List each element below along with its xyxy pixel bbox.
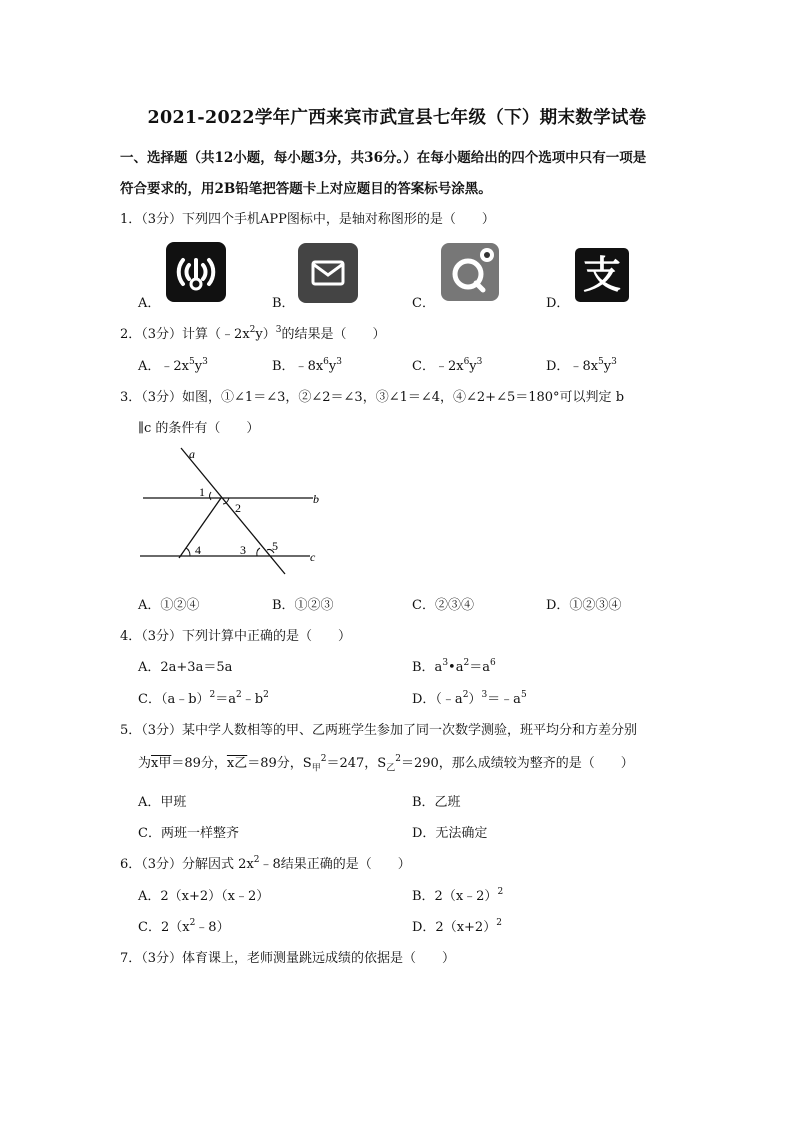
- mail-icon: [298, 243, 358, 303]
- q4-option-a: A．2a+3a＝5a: [138, 660, 233, 675]
- q4-option-d: D．$(﹣a^2)^3=﹣a^5$: [412, 690, 527, 707]
- section-heading-line2: 符合要求的，用2B铅笔把答题卡上对应题目的答案标号涂黑。: [120, 181, 492, 197]
- angle-4-arc: [186, 548, 190, 556]
- label-2: 2: [235, 501, 241, 515]
- label-c: c: [310, 550, 316, 564]
- question-3-stem-line1: 3．（3分）如图，①∠1＝∠3，②∠2＝∠3，③∠1＝∠4，④∠2+∠5＝180°可以判定 b: [120, 390, 625, 405]
- q3-option-b: B．①②③: [272, 598, 334, 613]
- q5-option-d: D．无法确定: [412, 826, 488, 841]
- x-bar-yi: x乙: [226, 756, 248, 771]
- label-5: 5: [272, 539, 278, 553]
- label-a: a: [189, 447, 195, 461]
- alipay-glyph: 支: [582, 253, 621, 297]
- q3-option-c: C．②③④: [412, 598, 474, 613]
- q1-option-d-label: D．: [546, 296, 570, 311]
- section-heading-line1: 一、选择题（共12小题，每小题3分，共36分。）在每小题给出的四个选项中只有一项是: [120, 150, 647, 166]
- q3-option-a: A．①②④: [138, 598, 200, 613]
- angle-2-arc: [223, 498, 229, 504]
- q2-option-c: C．$﹣2x^6y^3$: [412, 357, 483, 374]
- q6-option-b: B．2（x﹣2）$^2$: [412, 887, 504, 904]
- q2-option-a: A．$﹣2x^5y^3$: [138, 357, 208, 374]
- q1-option-a-label: A．: [138, 296, 161, 311]
- q5-option-c: C．两班一样整齐: [138, 826, 239, 841]
- angle-3-arc: [257, 548, 260, 556]
- angle-1-arc: [210, 492, 212, 500]
- question-4-stem: 4．（3分）下列计算中正确的是（ ）: [120, 629, 352, 644]
- q1-option-c-label: C．: [412, 296, 435, 311]
- label-4: 4: [195, 543, 201, 557]
- q2-option-d: D．$﹣8x^5y^3$: [546, 357, 617, 374]
- q3-figure: [135, 440, 335, 585]
- label-b: b: [313, 492, 319, 506]
- wifi-key-icon: [166, 242, 226, 302]
- q5-option-b: B．乙班: [412, 795, 461, 810]
- q5-option-a: A．甲班: [138, 795, 187, 810]
- question-5-stem-line2: 为x甲＝89分，x乙＝89分，$S_甲^2=247$，$S_乙^2=290$，那么成绩较为整齐的是（ ）: [138, 754, 634, 774]
- q2-option-b: B．$﹣8x^6y^3$: [272, 357, 342, 374]
- question-5-stem-line1: 5．（3分）某中学人数相等的甲、乙两班学生参加了同一次数学测验，班平均分和方差分别: [120, 723, 638, 738]
- question-7-stem: 7．（3分）体育课上，老师测量跳远成绩的依据是（ ）: [120, 951, 456, 966]
- alipay-icon: [575, 248, 629, 302]
- label-1: 1: [199, 485, 205, 499]
- page-title: 2021-2022学年广西来宾市武宣县七年级（下）期末数学试卷: [147, 108, 647, 128]
- q6-option-c: C．$2(x^2﹣8)$: [138, 918, 230, 935]
- question-2-stem: 2．（3分）计算$(﹣2x^2y)^3$的结果是（ ）: [120, 325, 386, 342]
- q-search-icon: [441, 243, 499, 301]
- label-3: 3: [240, 543, 246, 557]
- x-bar-jia: x甲: [151, 756, 172, 771]
- q3-option-d: D．①②③④: [546, 598, 622, 613]
- question-1-stem: 1．（3分）下列四个手机APP图标中，是轴对称图形的是（ ）: [120, 212, 495, 227]
- q6-option-a: A．2（x+2）（x﹣2）: [138, 889, 270, 904]
- q1-option-b-label: B．: [272, 296, 295, 311]
- question-6-stem: 6．（3分）分解因式 $2x^2﹣8$结果正确的是（ ）: [120, 855, 411, 872]
- q6-option-d: D．$2(x+2)^2$: [412, 918, 502, 935]
- q4-option-c: C．$(a﹣b)^2=a^2﹣b^2$: [138, 690, 269, 707]
- q4-option-b: B．$a^3•a^2=a^6$: [412, 658, 496, 675]
- question-3-stem-line2: ∥c 的条件有（ ）: [138, 421, 260, 436]
